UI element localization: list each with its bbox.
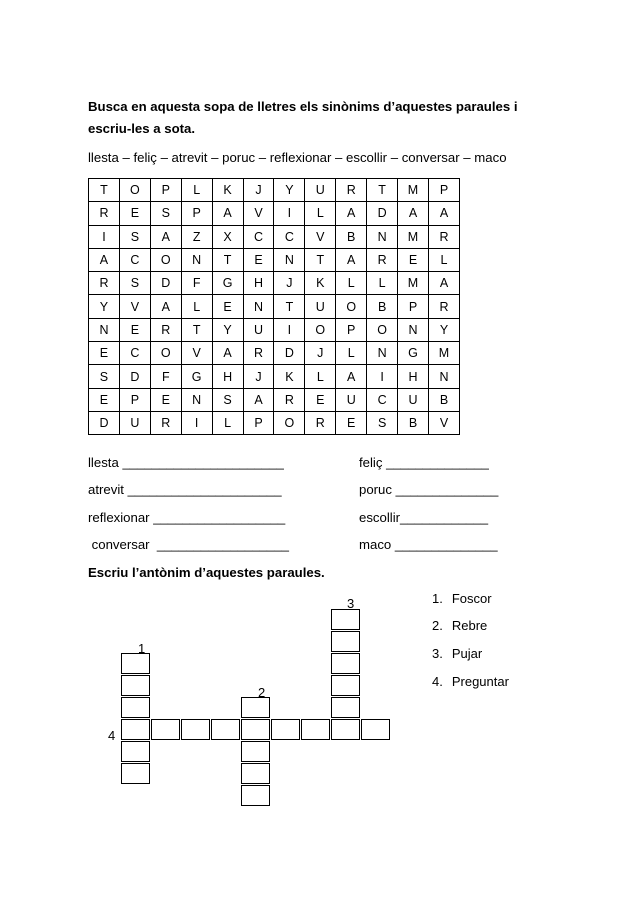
grid-row	[89, 318, 460, 341]
grid-cell: Y	[428, 318, 459, 341]
answer-line-felic: feliç ______________	[359, 455, 489, 470]
grid-cell: A	[150, 295, 181, 318]
crossword-cell[interactable]	[151, 719, 180, 740]
grid-cell: B	[428, 388, 459, 411]
grid-cell: A	[212, 202, 243, 225]
clue-word: Pujar	[451, 646, 483, 661]
grid-cell: E	[212, 295, 243, 318]
grid-cell: R	[150, 318, 181, 341]
answer-line-llesta: llesta ______________________	[88, 455, 284, 470]
grid-cell: L	[305, 365, 336, 388]
crossword-cell[interactable]	[121, 741, 150, 762]
grid-cell: H	[212, 365, 243, 388]
grid-cell: N	[367, 225, 398, 248]
answer-line-poruc: poruc ______________	[359, 482, 499, 497]
grid-cell: C	[119, 342, 150, 365]
grid-cell: U	[398, 388, 429, 411]
crossword-cell[interactable]	[121, 675, 150, 696]
grid-cell: L	[336, 272, 367, 295]
grid-cell: H	[398, 365, 429, 388]
grid-cell: N	[181, 248, 212, 271]
clue-item-3	[432, 646, 482, 661]
grid-cell: N	[243, 295, 274, 318]
crossword-cell[interactable]	[271, 719, 300, 740]
crossword-cell[interactable]	[181, 719, 210, 740]
grid-cell: S	[119, 225, 150, 248]
grid-cell: P	[119, 388, 150, 411]
clue-item-2	[432, 618, 487, 633]
grid-cell: L	[181, 179, 212, 202]
clue-word: Foscor	[451, 591, 492, 606]
crossword-cell[interactable]	[331, 719, 360, 740]
word-list: llesta – feliç – atrevit – poruc – reflexionar – escollir – conversar – maco	[88, 150, 507, 165]
grid-cell: E	[398, 248, 429, 271]
crossword-cell[interactable]	[331, 631, 360, 652]
grid-cell: A	[428, 202, 459, 225]
grid-cell: T	[212, 248, 243, 271]
grid-cell: B	[398, 411, 429, 434]
grid-cell: I	[274, 202, 305, 225]
grid-cell: G	[181, 365, 212, 388]
grid-cell: D	[150, 272, 181, 295]
grid-cell: U	[119, 411, 150, 434]
grid-cell: Y	[212, 318, 243, 341]
crossword-cell[interactable]	[121, 697, 150, 718]
grid-cell: T	[89, 179, 120, 202]
grid-cell: P	[336, 318, 367, 341]
grid-cell: T	[274, 295, 305, 318]
grid-cell: S	[89, 365, 120, 388]
grid-cell: R	[428, 295, 459, 318]
crossword-cell[interactable]	[241, 697, 270, 718]
grid-cell: V	[428, 411, 459, 434]
grid-cell: V	[119, 295, 150, 318]
grid-cell: S	[119, 272, 150, 295]
grid-cell: O	[274, 411, 305, 434]
grid-row	[89, 295, 460, 318]
answer-line-conversar: conversar __________________	[88, 537, 289, 552]
clue-item-4	[432, 674, 509, 689]
crossword-cell[interactable]	[121, 653, 150, 674]
crossword-cell[interactable]	[331, 653, 360, 674]
grid-cell: G	[398, 342, 429, 365]
grid-cell: A	[212, 342, 243, 365]
grid-cell: C	[274, 225, 305, 248]
grid-cell: C	[367, 388, 398, 411]
grid-cell: Y	[89, 295, 120, 318]
clue-number: 2.	[432, 618, 443, 633]
grid-cell: N	[428, 365, 459, 388]
answer-line-atrevit: atrevit _____________________	[88, 482, 282, 497]
grid-cell: R	[243, 342, 274, 365]
grid-row	[89, 342, 460, 365]
grid-cell: R	[274, 388, 305, 411]
grid-cell: U	[243, 318, 274, 341]
grid-cell: I	[89, 225, 120, 248]
answer-line-reflexionar: reflexionar __________________	[88, 510, 286, 525]
grid-cell: T	[367, 179, 398, 202]
grid-cell: A	[243, 388, 274, 411]
clue-word: Rebre	[451, 618, 488, 633]
instruction-line-2: escriu-les a sota.	[88, 121, 196, 136]
grid-cell: R	[150, 411, 181, 434]
grid-cell: K	[274, 365, 305, 388]
grid-cell: O	[119, 179, 150, 202]
clue-item-1	[432, 591, 492, 606]
grid-cell: E	[119, 202, 150, 225]
grid-cell: E	[119, 318, 150, 341]
crossword-cell[interactable]	[121, 763, 150, 784]
grid-cell: O	[305, 318, 336, 341]
grid-cell: P	[398, 295, 429, 318]
grid-cell: M	[428, 342, 459, 365]
grid-cell: U	[305, 179, 336, 202]
grid-cell: T	[305, 248, 336, 271]
grid-row	[89, 388, 460, 411]
crossword-cell[interactable]	[241, 741, 270, 762]
grid-cell: T	[181, 318, 212, 341]
clue-word: Preguntar	[451, 674, 509, 689]
grid-cell: X	[212, 225, 243, 248]
grid-cell: Z	[181, 225, 212, 248]
grid-cell: R	[305, 411, 336, 434]
grid-cell: J	[243, 365, 274, 388]
grid-cell: G	[212, 272, 243, 295]
grid-cell: J	[305, 342, 336, 365]
grid-row	[89, 248, 460, 271]
grid-cell: D	[367, 202, 398, 225]
grid-cell: I	[181, 411, 212, 434]
grid-cell: M	[398, 272, 429, 295]
grid-cell: N	[274, 248, 305, 271]
crossword-cell[interactable]	[241, 785, 270, 806]
grid-cell: N	[181, 388, 212, 411]
grid-cell: J	[243, 179, 274, 202]
grid-cell: B	[367, 295, 398, 318]
grid-cell: O	[150, 248, 181, 271]
crossword-cell[interactable]	[121, 719, 150, 740]
grid-cell: U	[305, 295, 336, 318]
grid-cell: S	[212, 388, 243, 411]
crossword-cell[interactable]	[361, 719, 390, 740]
grid-cell: I	[274, 318, 305, 341]
clue-number: 4.	[432, 674, 443, 689]
grid-cell: V	[243, 202, 274, 225]
crossword-number-3: 3	[347, 596, 355, 611]
grid-cell: A	[336, 365, 367, 388]
grid-cell: L	[212, 411, 243, 434]
grid-cell: P	[428, 179, 459, 202]
grid-cell: D	[119, 365, 150, 388]
grid-cell: Y	[274, 179, 305, 202]
grid-cell: A	[89, 248, 120, 271]
crossword-cell[interactable]	[331, 609, 360, 630]
grid-cell: M	[398, 179, 429, 202]
grid-cell: N	[367, 342, 398, 365]
grid-cell: R	[428, 225, 459, 248]
grid-cell: P	[243, 411, 274, 434]
grid-cell: F	[150, 365, 181, 388]
grid-cell: D	[274, 342, 305, 365]
instruction-antonyms: Escriu l’antònim d’aquestes paraules.	[88, 565, 325, 580]
grid-cell: E	[150, 388, 181, 411]
grid-cell: L	[336, 342, 367, 365]
grid-cell: N	[89, 318, 120, 341]
grid-cell: S	[367, 411, 398, 434]
grid-cell: S	[150, 202, 181, 225]
grid-cell: R	[89, 202, 120, 225]
grid-cell: K	[212, 179, 243, 202]
grid-row	[89, 365, 460, 388]
grid-cell: C	[119, 248, 150, 271]
grid-cell: R	[367, 248, 398, 271]
grid-cell: K	[305, 272, 336, 295]
grid-cell: O	[150, 342, 181, 365]
grid-cell: V	[181, 342, 212, 365]
clue-number: 3.	[432, 646, 443, 661]
grid-cell: O	[367, 318, 398, 341]
clue-number: 1.	[432, 591, 443, 606]
grid-cell: E	[305, 388, 336, 411]
grid-row	[89, 225, 460, 248]
grid-cell: D	[89, 411, 120, 434]
grid-cell: R	[89, 272, 120, 295]
grid-cell: C	[243, 225, 274, 248]
grid-cell: F	[181, 272, 212, 295]
grid-cell: B	[336, 225, 367, 248]
grid-cell: P	[181, 202, 212, 225]
instruction-line-1: Busca en aquesta sopa de lletres els sinònims d’aquestes paraules i	[88, 99, 518, 114]
crossword-cell[interactable]	[241, 763, 270, 784]
grid-cell: A	[428, 272, 459, 295]
word-search-grid	[88, 178, 460, 435]
answer-line-maco: maco ______________	[359, 537, 498, 552]
grid-cell: A	[398, 202, 429, 225]
grid-row	[89, 272, 460, 295]
grid-cell: R	[336, 179, 367, 202]
grid-row	[89, 179, 460, 202]
crossword-number-4: 4	[108, 728, 116, 743]
grid-cell: E	[89, 342, 120, 365]
crossword-number-2: 2	[258, 685, 266, 700]
grid-cell: L	[305, 202, 336, 225]
grid-cell: E	[243, 248, 274, 271]
crossword-number-1: 1	[138, 641, 146, 656]
crossword-cell[interactable]	[331, 697, 360, 718]
grid-cell: L	[367, 272, 398, 295]
crossword-cell[interactable]	[241, 719, 270, 740]
crossword-cell[interactable]	[301, 719, 330, 740]
crossword-cell[interactable]	[211, 719, 240, 740]
grid-cell: J	[274, 272, 305, 295]
grid-cell: A	[150, 225, 181, 248]
answer-line-escollir: escollir____________	[359, 510, 489, 525]
grid-cell: H	[243, 272, 274, 295]
grid-cell: P	[150, 179, 181, 202]
grid-cell: O	[336, 295, 367, 318]
grid-cell: M	[398, 225, 429, 248]
grid-row	[89, 411, 460, 434]
grid-cell: E	[336, 411, 367, 434]
crossword-cell[interactable]	[331, 675, 360, 696]
grid-cell: L	[181, 295, 212, 318]
grid-cell: U	[336, 388, 367, 411]
grid-cell: L	[428, 248, 459, 271]
grid-cell: N	[398, 318, 429, 341]
grid-cell: A	[336, 248, 367, 271]
grid-row	[89, 202, 460, 225]
grid-cell: A	[336, 202, 367, 225]
grid-cell: I	[367, 365, 398, 388]
grid-cell: E	[89, 388, 120, 411]
grid-cell: V	[305, 225, 336, 248]
